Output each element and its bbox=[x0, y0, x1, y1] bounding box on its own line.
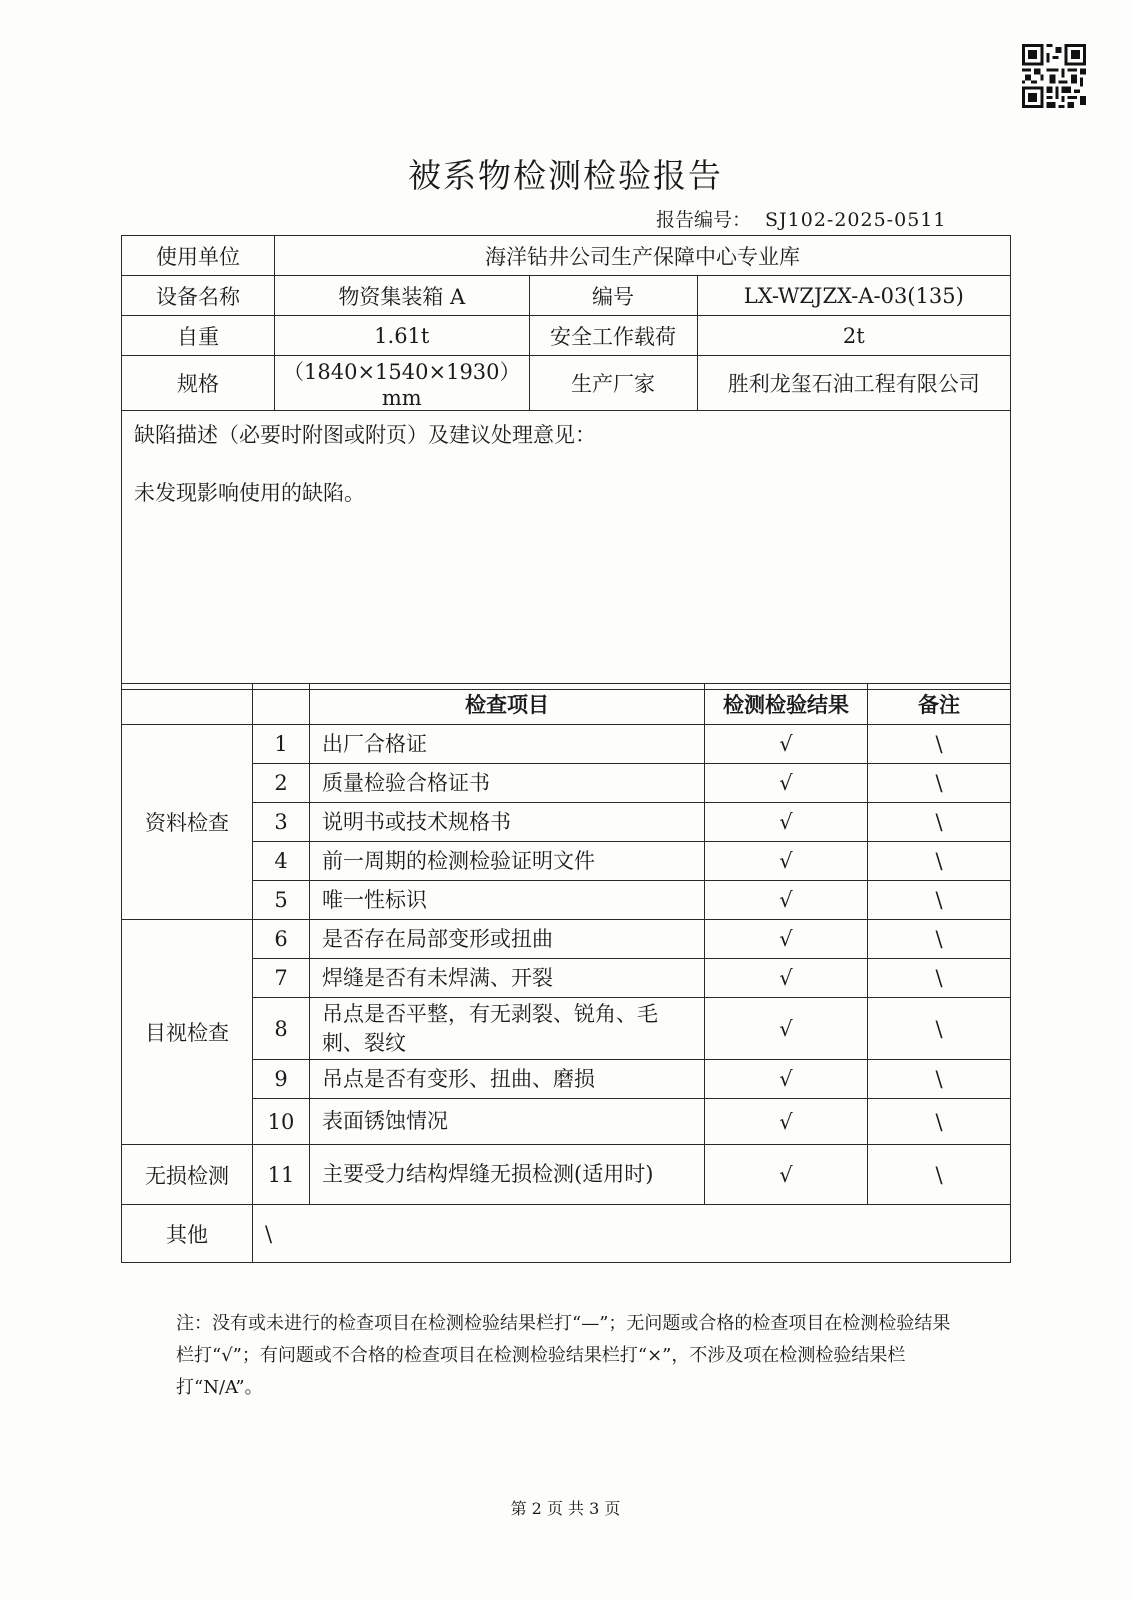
other-row bbox=[122, 1205, 1011, 1263]
table-row bbox=[122, 998, 1011, 1060]
info-table bbox=[121, 235, 1011, 690]
table-row bbox=[122, 881, 1011, 920]
row-remark: \ bbox=[868, 959, 1011, 998]
row-item: 质量检验合格证书 bbox=[310, 764, 705, 803]
table-row bbox=[122, 1099, 1011, 1145]
load-label: 安全工作载荷 bbox=[529, 316, 697, 356]
row-result: √ bbox=[705, 920, 868, 959]
row-remark: \ bbox=[868, 1145, 1011, 1205]
report-number-label: 报告编号： bbox=[656, 209, 752, 231]
table-row bbox=[122, 1060, 1011, 1099]
info-row-defects bbox=[122, 411, 1011, 690]
report-number-value: SJ102-2025-0511 bbox=[765, 209, 947, 231]
report-number bbox=[656, 205, 946, 232]
row-result: √ bbox=[705, 1099, 868, 1145]
table-row bbox=[122, 803, 1011, 842]
defects-label: 缺陷描述（必要时附图或附页）及建议处理意见： bbox=[134, 423, 596, 447]
header-number bbox=[253, 684, 310, 725]
row-result: √ bbox=[705, 1060, 868, 1099]
row-remark: \ bbox=[868, 1060, 1011, 1099]
row-remark: \ bbox=[868, 803, 1011, 842]
spec-value: （1840×1540×1930）mm bbox=[275, 356, 530, 411]
device-label: 设备名称 bbox=[122, 276, 275, 316]
row-number: 5 bbox=[253, 881, 310, 920]
info-row-unit bbox=[122, 236, 1011, 276]
row-item: 吊点是否有变形、扭曲、磨损 bbox=[310, 1060, 705, 1099]
device-value: 物资集装箱 A bbox=[275, 276, 530, 316]
header-result: 检测检验结果 bbox=[705, 684, 868, 725]
row-remark: \ bbox=[868, 764, 1011, 803]
qr-code bbox=[1022, 44, 1086, 108]
unit-value: 海洋钻井公司生产保障中心专业库 bbox=[275, 236, 1011, 276]
row-item: 前一周期的检测检验证明文件 bbox=[310, 842, 705, 881]
row-item: 出厂合格证 bbox=[310, 725, 705, 764]
row-result: √ bbox=[705, 725, 868, 764]
row-remark: \ bbox=[868, 842, 1011, 881]
row-item: 是否存在局部变形或扭曲 bbox=[310, 920, 705, 959]
row-item: 吊点是否平整，有无剥裂、锐角、毛刺、裂纹 bbox=[310, 998, 705, 1060]
row-item: 焊缝是否有未焊满、开裂 bbox=[310, 959, 705, 998]
category-ndt: 无损检测 bbox=[122, 1145, 253, 1205]
other-value: \ bbox=[253, 1205, 1011, 1263]
unit-label: 使用单位 bbox=[122, 236, 275, 276]
note-text: 注：没有或未进行的检查项目在检测检验结果栏打“—”；无问题或合格的检查项目在检测检验结果栏打“√”；有问题或不合格的检查项目在检测检验结果栏打“×”，不涉及项在检测检验结果栏打“N/A”。 bbox=[176, 1313, 951, 1398]
row-number: 6 bbox=[253, 920, 310, 959]
other-label: 其他 bbox=[122, 1205, 253, 1263]
table-row bbox=[122, 1145, 1011, 1205]
row-number: 9 bbox=[253, 1060, 310, 1099]
row-result: √ bbox=[705, 842, 868, 881]
row-remark: \ bbox=[868, 725, 1011, 764]
row-result: √ bbox=[705, 959, 868, 998]
row-number: 1 bbox=[253, 725, 310, 764]
category-visual: 目视检查 bbox=[122, 920, 253, 1145]
code-value: LX-WZJZX-A-03(135) bbox=[697, 276, 1010, 316]
row-number: 3 bbox=[253, 803, 310, 842]
table-row bbox=[122, 920, 1011, 959]
weight-value: 1.61t bbox=[275, 316, 530, 356]
checks-header-row bbox=[122, 684, 1011, 725]
weight-label: 自重 bbox=[122, 316, 275, 356]
row-remark: \ bbox=[868, 920, 1011, 959]
row-remark: \ bbox=[868, 881, 1011, 920]
page-title: 被系物检测检验报告 bbox=[408, 156, 723, 195]
row-number: 4 bbox=[253, 842, 310, 881]
info-row-device bbox=[122, 276, 1011, 316]
row-item: 主要受力结构焊缝无损检测(适用时) bbox=[310, 1145, 705, 1205]
defects-cell bbox=[122, 411, 1011, 690]
load-value: 2t bbox=[697, 316, 1010, 356]
maker-label: 生产厂家 bbox=[529, 356, 697, 411]
maker-value: 胜利龙玺石油工程有限公司 bbox=[697, 356, 1010, 411]
row-item: 说明书或技术规格书 bbox=[310, 803, 705, 842]
row-result: √ bbox=[705, 998, 868, 1060]
row-number: 10 bbox=[253, 1099, 310, 1145]
checks-table bbox=[121, 683, 1011, 1263]
row-number: 2 bbox=[253, 764, 310, 803]
row-result: √ bbox=[705, 1145, 868, 1205]
info-row-spec bbox=[122, 356, 1011, 411]
row-item: 唯一性标识 bbox=[310, 881, 705, 920]
table-row bbox=[122, 842, 1011, 881]
defects-text: 未发现影响使用的缺陷。 bbox=[134, 481, 365, 505]
row-number: 7 bbox=[253, 959, 310, 998]
row-remark: \ bbox=[868, 998, 1011, 1060]
row-result: √ bbox=[705, 881, 868, 920]
table-row bbox=[122, 725, 1011, 764]
row-result: √ bbox=[705, 764, 868, 803]
category-docs: 资料检查 bbox=[122, 725, 253, 920]
row-result: √ bbox=[705, 803, 868, 842]
header-remark: 备注 bbox=[868, 684, 1011, 725]
row-remark: \ bbox=[868, 1099, 1011, 1145]
header-item: 检查项目 bbox=[310, 684, 705, 725]
table-row bbox=[122, 959, 1011, 998]
table-row bbox=[122, 764, 1011, 803]
info-row-weight bbox=[122, 316, 1011, 356]
code-label: 编号 bbox=[529, 276, 697, 316]
row-number: 11 bbox=[253, 1145, 310, 1205]
row-item: 表面锈蚀情况 bbox=[310, 1099, 705, 1145]
header-category bbox=[122, 684, 253, 725]
spec-label: 规格 bbox=[122, 356, 275, 411]
page-footer: 第 2 页 共 3 页 bbox=[510, 1499, 621, 1518]
row-number: 8 bbox=[253, 998, 310, 1060]
